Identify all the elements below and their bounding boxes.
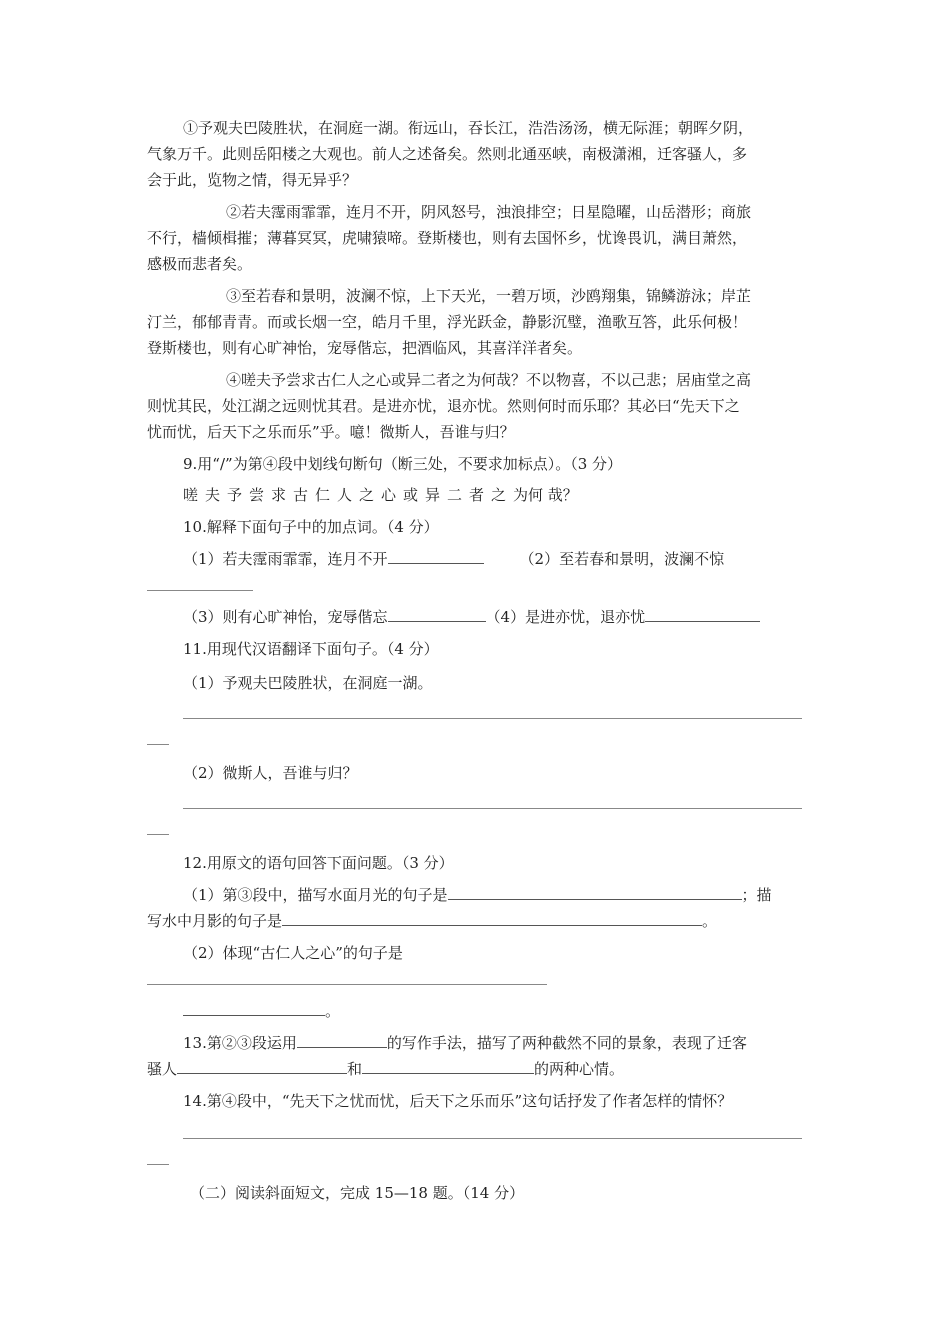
- q12-item-2-end: 。: [325, 1002, 341, 1020]
- q12-item-1-cont: 写水中月影的句子是: [147, 912, 283, 930]
- q13-text-e: 的两种心情。: [534, 1060, 625, 1078]
- q11-answer-1-tail[interactable]: [147, 744, 169, 745]
- q12-item-1-text: （1）第③段中，描写水面月光的句子是: [183, 886, 448, 904]
- para-4-line-3: 忧而忧，后天下之乐而乐”乎。噫！微斯人，吾谁与归？: [147, 423, 515, 441]
- para-2-line-2: 不行，樯倾楫摧；薄暮冥冥，虎啸猿啼。登斯楼也，则有去国怀乡，忧谗畏讥，满目萧然，: [147, 229, 748, 247]
- q13-row-1: [183, 1032, 747, 1054]
- q11-answer-2-tail[interactable]: [147, 834, 169, 835]
- q12-row-2: [147, 910, 717, 932]
- q10-prompt: 10.解释下面句子中的加点词。（4 分）: [183, 518, 439, 536]
- q12-row-4: [183, 1000, 340, 1022]
- q11-answer-1-line[interactable]: [183, 718, 802, 719]
- q10-item-1: （1）若夫霪雨霏霏，连月不开: [183, 550, 388, 568]
- q12-prompt: 12.用原文的语句回答下面问题。（3 分）: [183, 854, 454, 872]
- q9-sentence: [183, 484, 578, 506]
- q9-sentence-main: 嗟夫予尝求古仁人之心或异二者之: [183, 486, 514, 504]
- q12-answer-2a[interactable]: [147, 984, 547, 985]
- q12-item-1-end: 。: [702, 912, 718, 930]
- q13-text-a: 13.第②③段运用: [183, 1034, 297, 1052]
- q10-answer-2[interactable]: [147, 590, 253, 591]
- q11-answer-2-line[interactable]: [183, 808, 802, 809]
- q12-answer-1b[interactable]: [282, 910, 702, 926]
- q13-answer-method[interactable]: [297, 1032, 387, 1048]
- q12-item-2: （2）体现“古仁人之心”的句子是: [183, 944, 403, 962]
- q10-item-2: （2）至若春和景明，波澜不惊: [519, 550, 725, 568]
- q10-row-2: [183, 606, 760, 628]
- q9-prompt: 9.用“/”为第④段中划线句断句（断三处，不要求加标点）。（3 分）: [183, 455, 623, 473]
- q13-text-c: 骚人: [147, 1060, 178, 1078]
- q13-text-d: 和: [347, 1060, 363, 1078]
- q13-row-2: [147, 1058, 624, 1080]
- para-2-line-3: 感极而悲者矣。: [147, 255, 253, 273]
- q10-answer-1[interactable]: [388, 548, 484, 564]
- q10-item-4: （4）是进亦忧，退亦忧: [485, 608, 646, 626]
- q11-item-2: （2）微斯人，吾谁与归？: [183, 764, 358, 782]
- q12-answer-1a[interactable]: [448, 884, 742, 900]
- para-4-line-1: ④嗟夫予尝求古仁人之心或异二者之为何哉？不以物喜，不以己悲；居庙堂之高: [226, 371, 752, 389]
- para-3-line-2: 汀兰，郁郁青青。而或长烟一空，皓月千里，浮光跃金，静影沉璧，渔歌互答，此乐何极！: [147, 313, 748, 331]
- q11-prompt: 11.用现代汉语翻译下面句子。（4 分）: [183, 640, 439, 658]
- q10-answer-4[interactable]: [645, 606, 760, 622]
- q10-answer-3[interactable]: [388, 606, 486, 622]
- q12-row-1: [183, 884, 772, 906]
- para-3-line-3: 登斯楼也，则有心旷神怡，宠辱偕忘，把酒临风，其喜洋洋者矣。: [147, 339, 583, 357]
- q13-answer-mood-1[interactable]: [177, 1058, 347, 1074]
- q13-text-b: 的写作手法，描写了两种截然不同的景象，表现了迁客: [386, 1034, 747, 1052]
- q14-answer-line[interactable]: [183, 1138, 802, 1139]
- section-2-title: （二）阅读斜面短文，完成 15—18 题。（14 分）: [190, 1184, 525, 1202]
- q10-item-3: （3）则有心旷神怡，宠辱偕忘: [183, 608, 388, 626]
- para-1-line-3: 会于此，览物之情，得无异乎？: [147, 171, 358, 189]
- para-1-line-1: ①予观夫巴陵胜状，在洞庭一湖。衔远山，吞长江，浩浩汤汤，横无际涯；朝晖夕阴，: [183, 119, 754, 137]
- q13-answer-mood-2[interactable]: [362, 1058, 534, 1074]
- q10-row-1: [183, 548, 724, 570]
- q12-answer-2b[interactable]: [183, 1000, 325, 1016]
- para-2-line-1: ②若夫霪雨霏霏，连月不开，阴风怒号，浊浪排空；日星隐曜，山岳潜形；商旅: [226, 203, 752, 221]
- q11-item-1: （1）予观夫巴陵胜状，在洞庭一湖。: [183, 674, 433, 692]
- q14-prompt: 14.第④段中，“先天下之忧而忧，后天下之乐而乐”这句话抒发了作者怎样的情怀？: [183, 1092, 733, 1110]
- q12-item-1-tail: ；描: [741, 886, 772, 904]
- para-3-line-1: ③至若春和景明，波澜不惊，上下天光，一碧万顷，沙鸥翔集，锦鳞游泳；岸芷: [226, 287, 752, 305]
- q14-answer-tail[interactable]: [147, 1164, 169, 1165]
- para-4-line-2: 则忧其民，处江湖之远则忧其君。是进亦忧，退亦忧。然则何时而乐耶？其必曰“先天下之: [147, 397, 740, 415]
- para-1-line-2: 气象万千。此则岳阳楼之大观也。前人之述备矣。然则北通巫峡，南极潇湘，迁客骚人，多: [147, 145, 748, 163]
- q9-sentence-tail: 为何 哉？: [513, 486, 578, 504]
